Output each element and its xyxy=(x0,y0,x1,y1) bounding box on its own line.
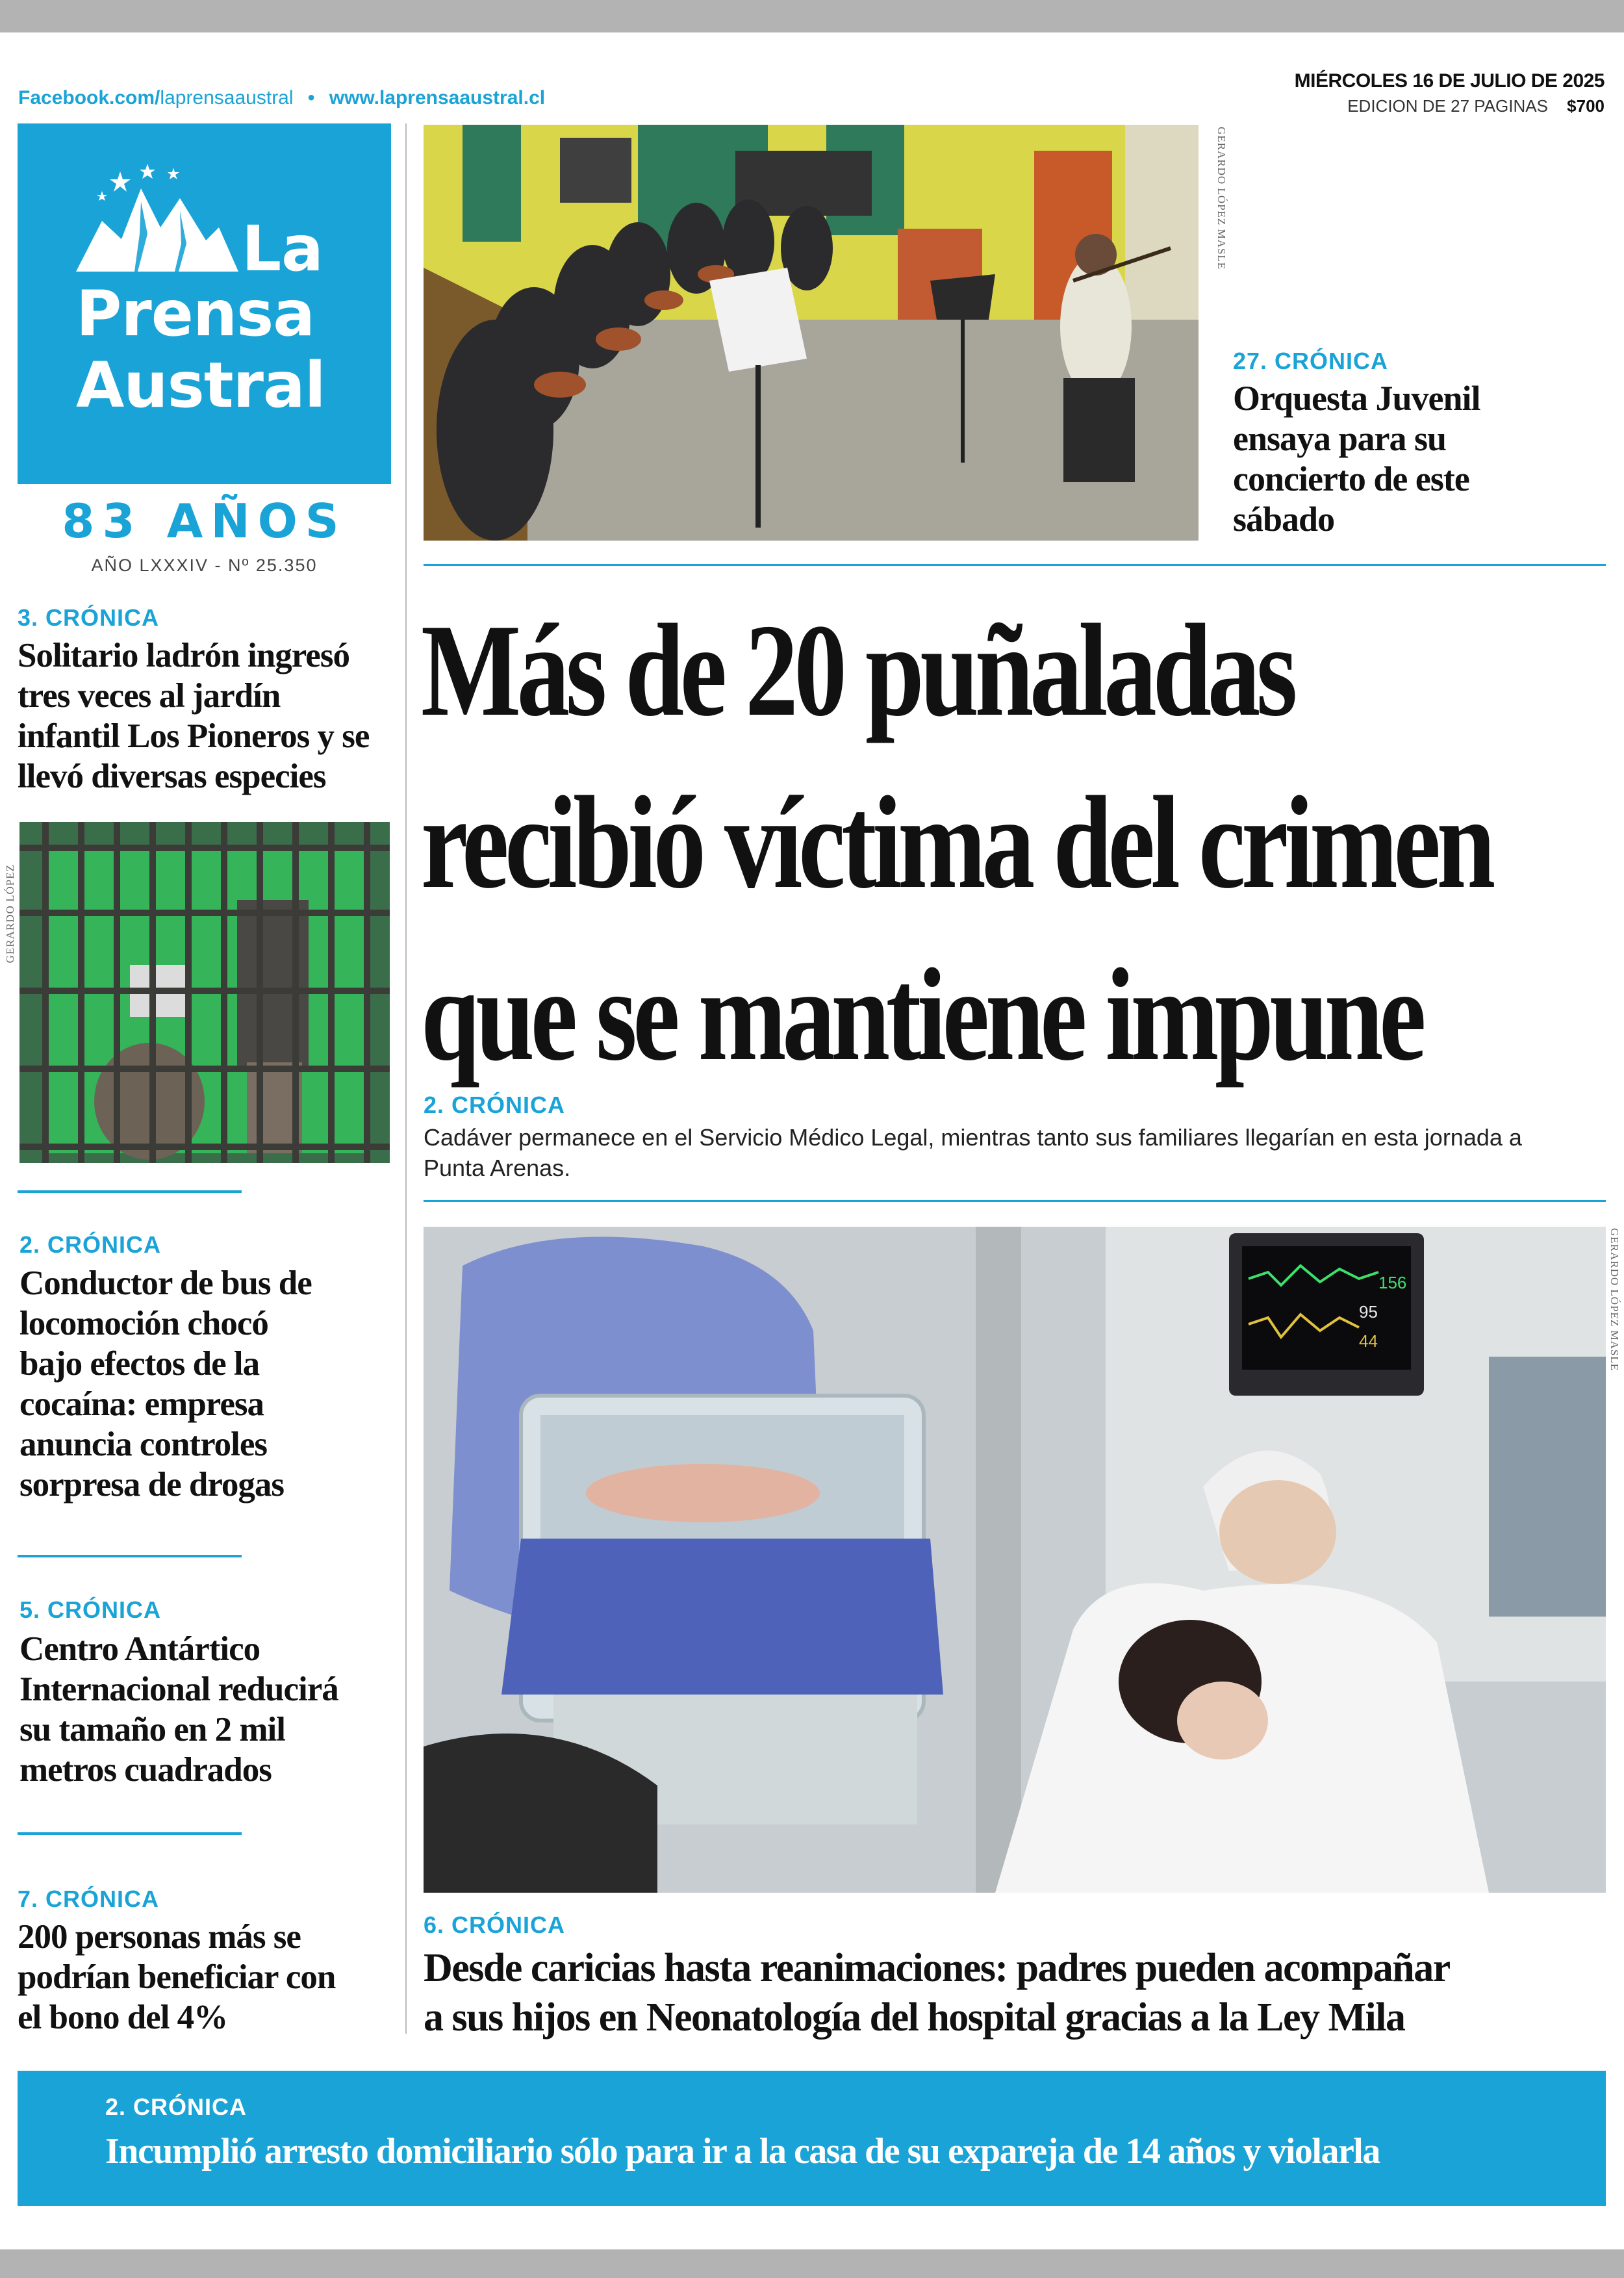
sidebar-story2-section: 2. CRÓNICA xyxy=(19,1231,162,1258)
issue-date: MIÉRCOLES 16 DE JULIO DE 2025 xyxy=(1294,70,1605,92)
monitor-value-2: 95 xyxy=(1359,1302,1378,1322)
neonatal-unit-photo-icon xyxy=(424,1227,1606,1893)
column-divider xyxy=(405,123,407,2034)
header-links xyxy=(18,87,545,109)
neonatal-headline-line1: Desde caricias hasta reanimaciones: padres pueden acompañar xyxy=(424,1946,1450,1990)
top-story-section: 27. CRÓNICA xyxy=(1233,348,1389,374)
header-date-block xyxy=(1295,70,1605,116)
neonatal-headline-line2: a sus hijos en Neonatología del hospital gracias a la Ley Mila xyxy=(424,1995,1405,2040)
top-rule xyxy=(424,564,1606,566)
main-story-section: 2. CRÓNICA xyxy=(424,1092,566,1118)
masthead-name-line3: Austral xyxy=(76,349,325,422)
orchestra-photo xyxy=(424,125,1199,541)
sidebar-story2-headline[interactable]: Conductor de bus de locomoción chocó bajo efectos de la cocaína: empresa anuncia controles sorpresa de drogas xyxy=(19,1264,312,1504)
main-headline-line1: Más de 20 puñaladas xyxy=(421,597,1294,744)
masthead-name-line2: Prensa xyxy=(76,277,315,350)
price: $700 xyxy=(1567,96,1605,116)
sidebar-rule-2 xyxy=(18,1555,242,1557)
website-link[interactable]: www.laprensaaustral.cl xyxy=(329,87,546,109)
sidebar-story4-section: 7. CRÓNICA xyxy=(18,1886,160,1912)
main-headline-line3: que se mantiene impune xyxy=(421,941,1423,1089)
facebook-link[interactable]: Facebook.com/laprensaaustral xyxy=(18,87,294,109)
orchestra-photo-credit: GERARDO LÓPEZ MASLE xyxy=(1215,127,1228,270)
monitor-value-3: 44 xyxy=(1359,1331,1378,1351)
masthead-logo[interactable] xyxy=(18,123,391,484)
sidebar-rule-3 xyxy=(18,1832,242,1835)
sidebar-photo-burglar xyxy=(19,822,390,1163)
sidebar-story1-headline[interactable]: Solitario ladrón ingresó tres veces al jardín infantil Los Pioneros y se llevó diversas especies xyxy=(18,637,370,795)
edition-info: EDICION DE 27 PAGINAS $700 xyxy=(1347,96,1605,116)
anniversary-label: 83 AÑOS xyxy=(62,494,347,548)
issue-number: AÑO LXXXIV - Nº 25.350 xyxy=(91,556,318,575)
neonatal-section: 6. CRÓNICA xyxy=(424,1912,566,1938)
bottom-border xyxy=(0,2249,1624,2278)
header-bullet: • xyxy=(307,87,315,109)
sidebar-story3-headline[interactable]: Centro Antártico Internacional reducirá su tamaño en 2 mil metros cuadrados xyxy=(19,1630,338,1789)
sidebar-story4-headline[interactable]: 200 personas más se podrían beneficiar con el bono del 4% xyxy=(18,1918,336,2036)
sidebar-story3-section: 5. CRÓNICA xyxy=(19,1596,162,1623)
top-border xyxy=(0,0,1624,32)
sidebar-photo-credit: GERARDO LÓPEZ xyxy=(4,864,16,964)
main-headline-line2: recibió víctima del crimen xyxy=(421,769,1491,917)
mid-rule xyxy=(424,1200,1606,1202)
neonatal-photo-credit: GERARDO LÓPEZ MASLE xyxy=(1608,1228,1621,1372)
orchestra-rehearsal-photo-icon xyxy=(424,125,1199,541)
banner-section: 2. CRÓNICA xyxy=(105,2093,247,2120)
top-story-headline[interactable]: Orquesta Juvenil ensaya para su concierto de este sábado xyxy=(1233,379,1480,539)
mountain-stars-icon xyxy=(76,162,238,273)
neonatal-photo xyxy=(424,1227,1606,1893)
main-headline[interactable] xyxy=(421,585,1491,1102)
banner-headline: Incumplió arresto domiciliario sólo para ir a la casa de su expareja de 14 años y violarla xyxy=(105,2131,1380,2171)
masthead-name-line1: La xyxy=(242,212,324,285)
main-story-subhead: Cadáver permanece en el Servicio Médico Legal, mientras tanto sus familiares llegarían en esta jornada a Punta Arenas. xyxy=(424,1124,1522,1181)
monitor-value-1: 156 xyxy=(1378,1273,1407,1292)
sidebar-rule-1 xyxy=(18,1190,242,1193)
neonatal-headline[interactable] xyxy=(424,1944,1593,2042)
jail-bars-photo-icon xyxy=(19,822,390,1163)
sidebar-story1-section: 3. CRÓNICA xyxy=(18,604,160,631)
bottom-banner[interactable] xyxy=(18,2071,1606,2206)
